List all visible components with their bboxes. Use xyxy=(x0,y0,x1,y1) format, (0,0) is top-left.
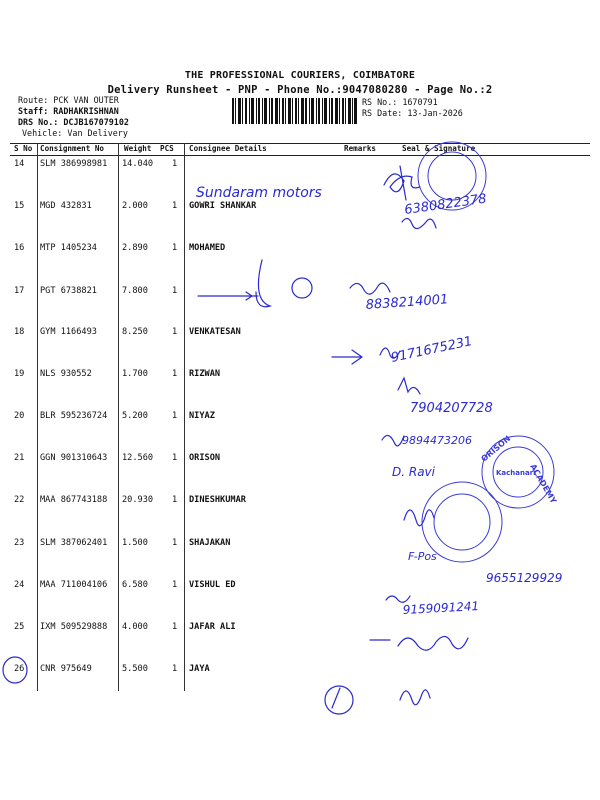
col-seal: Seal & Signature xyxy=(402,144,476,153)
table-row xyxy=(0,284,600,298)
row-sno: 14 xyxy=(14,159,25,169)
signature-row15 xyxy=(402,218,436,228)
table-row xyxy=(0,620,600,634)
row-consignment: SLM 386998981 xyxy=(40,159,108,169)
row-sno: 17 xyxy=(14,286,25,296)
row-consignment: MGD 432831 xyxy=(40,201,92,211)
row-consignment: GYM 1166493 xyxy=(40,327,97,337)
col-consignee: Consignee Details xyxy=(189,144,267,153)
col-sno: S No xyxy=(14,144,33,153)
col-weight: Weight xyxy=(124,144,152,153)
row-consignee: GOWRI SHANKAR xyxy=(189,201,257,211)
row-pcs: 1 xyxy=(172,664,178,674)
row-consignee: VENKATESAN xyxy=(189,327,241,337)
table-row xyxy=(0,157,600,171)
row-consignment: PGT 6738821 xyxy=(40,286,97,296)
row-pcs: 1 xyxy=(172,411,178,421)
table-row xyxy=(0,409,600,423)
table-row xyxy=(0,578,600,592)
row-weight: 4.000 xyxy=(122,622,148,632)
row-pcs: 1 xyxy=(172,580,178,590)
run-info-right xyxy=(362,97,463,119)
signature-row24 xyxy=(386,596,410,602)
row-consignment: GGN 901310643 xyxy=(40,453,108,463)
row-weight: 2.000 xyxy=(122,201,148,211)
handwriting-row17: 8838214001 xyxy=(365,292,449,313)
handwriting-row25: 9159091241 xyxy=(402,599,480,617)
row-pcs: 1 xyxy=(172,286,178,296)
runsheet-subtitle: Delivery Runsheet - PNP - Phone No.:9047080280 - Page No.:2 xyxy=(107,84,493,96)
handwriting-row20: 9894473206 xyxy=(402,434,472,447)
row-sno: 20 xyxy=(14,411,25,421)
row-consignee: VISHUL ED xyxy=(189,580,236,590)
company-title: THE PROFESSIONAL COURIERS, COIMBATORE xyxy=(184,70,416,81)
row-pcs: 1 xyxy=(172,159,178,169)
row-pcs: 1 xyxy=(172,495,178,505)
row-pcs: 1 xyxy=(172,622,178,632)
drs-label: DRS No.: DCJB167079102 xyxy=(18,117,129,127)
signature-row26 xyxy=(325,686,430,714)
row-weight: 5.500 xyxy=(122,664,148,674)
row-consignment: NLS 930552 xyxy=(40,369,92,379)
row-consignee: ORISON xyxy=(189,453,221,463)
handwriting-row15: 6380822378 xyxy=(403,191,488,218)
row-sno: 22 xyxy=(14,495,25,505)
row-consignment: SLM 387062401 xyxy=(40,538,108,548)
table-row xyxy=(0,536,600,550)
row-sno: 19 xyxy=(14,369,25,379)
row-pcs: 1 xyxy=(172,243,178,253)
row-weight: 8.250 xyxy=(122,327,148,337)
rs-number: RS No.: 1670791 xyxy=(362,97,438,107)
row-consignee: JAYA xyxy=(189,664,210,674)
stamp-kachanari-text: Kachanari xyxy=(496,469,536,477)
row-sno: 16 xyxy=(14,243,25,253)
row-sno: 15 xyxy=(14,201,25,211)
row-consignment: BLR 595236724 xyxy=(40,411,108,421)
row-consignment: MTP 1405234 xyxy=(40,243,97,253)
row-sno: 26 xyxy=(14,664,25,674)
row-weight: 6.580 xyxy=(122,580,148,590)
row-weight: 2.890 xyxy=(122,243,148,253)
row-weight: 5.200 xyxy=(122,411,148,421)
handwriting-row23: F-Pos xyxy=(408,550,437,563)
table-row xyxy=(0,451,600,465)
row-consignee: JAFAR ALI xyxy=(189,622,236,632)
barcode-icon xyxy=(232,98,357,124)
col-consignment: Consignment No xyxy=(40,144,105,153)
row-pcs: 1 xyxy=(172,201,178,211)
row-consignee: SHAJAKAN xyxy=(189,538,231,548)
row-consignment: CNR 975649 xyxy=(40,664,92,674)
row-consignment: MAA 867743188 xyxy=(40,495,108,505)
table-row xyxy=(0,493,600,507)
stamp-academy-text: ACADEMY xyxy=(528,462,559,506)
handwriting-row21: D. Ravi xyxy=(392,465,435,479)
route-label: Route: PCK VAN OUTER xyxy=(18,95,119,105)
row-sno: 21 xyxy=(14,453,25,463)
table-row xyxy=(0,325,600,339)
col-remarks: Remarks xyxy=(344,144,377,153)
table-row xyxy=(0,367,600,381)
row-weight: 20.930 xyxy=(122,495,154,505)
row-pcs: 1 xyxy=(172,538,178,548)
table-header xyxy=(0,142,600,156)
row-weight: 1.700 xyxy=(122,369,148,379)
signature-row20 xyxy=(382,435,404,445)
signature-row18 xyxy=(332,348,400,364)
row-weight: 7.800 xyxy=(122,286,148,296)
row-consignment: MAA 711004106 xyxy=(40,580,108,590)
handwriting-row18: 9171675231 xyxy=(389,334,474,366)
row-consignment: IXM 509529888 xyxy=(40,622,108,632)
row-sno: 25 xyxy=(14,622,25,632)
row-pcs: 1 xyxy=(172,327,178,337)
header-rule-bottom xyxy=(10,155,590,156)
vehicle-label: Vehicle: Van Delivery xyxy=(22,128,128,138)
row-sno: 18 xyxy=(14,327,25,337)
row-pcs: 1 xyxy=(172,453,178,463)
row-consignee: RIZWAN xyxy=(189,369,221,379)
rs-date: RS Date: 13-Jan-2026 xyxy=(362,108,463,118)
row-weight: 12.560 xyxy=(122,453,154,463)
run-info-left xyxy=(18,95,129,139)
runsheet-barcode xyxy=(232,98,357,124)
table-row xyxy=(0,241,600,255)
row-consignee: DINESHKUMAR xyxy=(189,495,246,505)
row-weight: 1.500 xyxy=(122,538,148,548)
row-sno: 24 xyxy=(14,580,25,590)
row-consignee: MOHAMED xyxy=(189,243,226,253)
signature-row22 xyxy=(404,510,434,526)
row-pcs: 1 xyxy=(172,369,178,379)
row-weight: 14.040 xyxy=(122,159,154,169)
signature-row14 xyxy=(384,166,420,200)
col-pcs: PCS xyxy=(160,144,174,153)
handwriting-row19: 7904207728 xyxy=(410,401,493,416)
handwriting-row24: 9655129929 xyxy=(486,571,563,585)
stamp-orison-text: ORISON xyxy=(479,434,513,464)
row-sno: 23 xyxy=(14,538,25,548)
table-row xyxy=(0,662,600,676)
staff-label: Staff: RADHAKRISHNAN xyxy=(18,106,119,116)
handwriting-row14: Sundaram motors xyxy=(196,185,322,201)
table-row xyxy=(0,199,600,213)
signature-row25 xyxy=(370,636,468,650)
row-consignee: NIYAZ xyxy=(189,411,215,421)
